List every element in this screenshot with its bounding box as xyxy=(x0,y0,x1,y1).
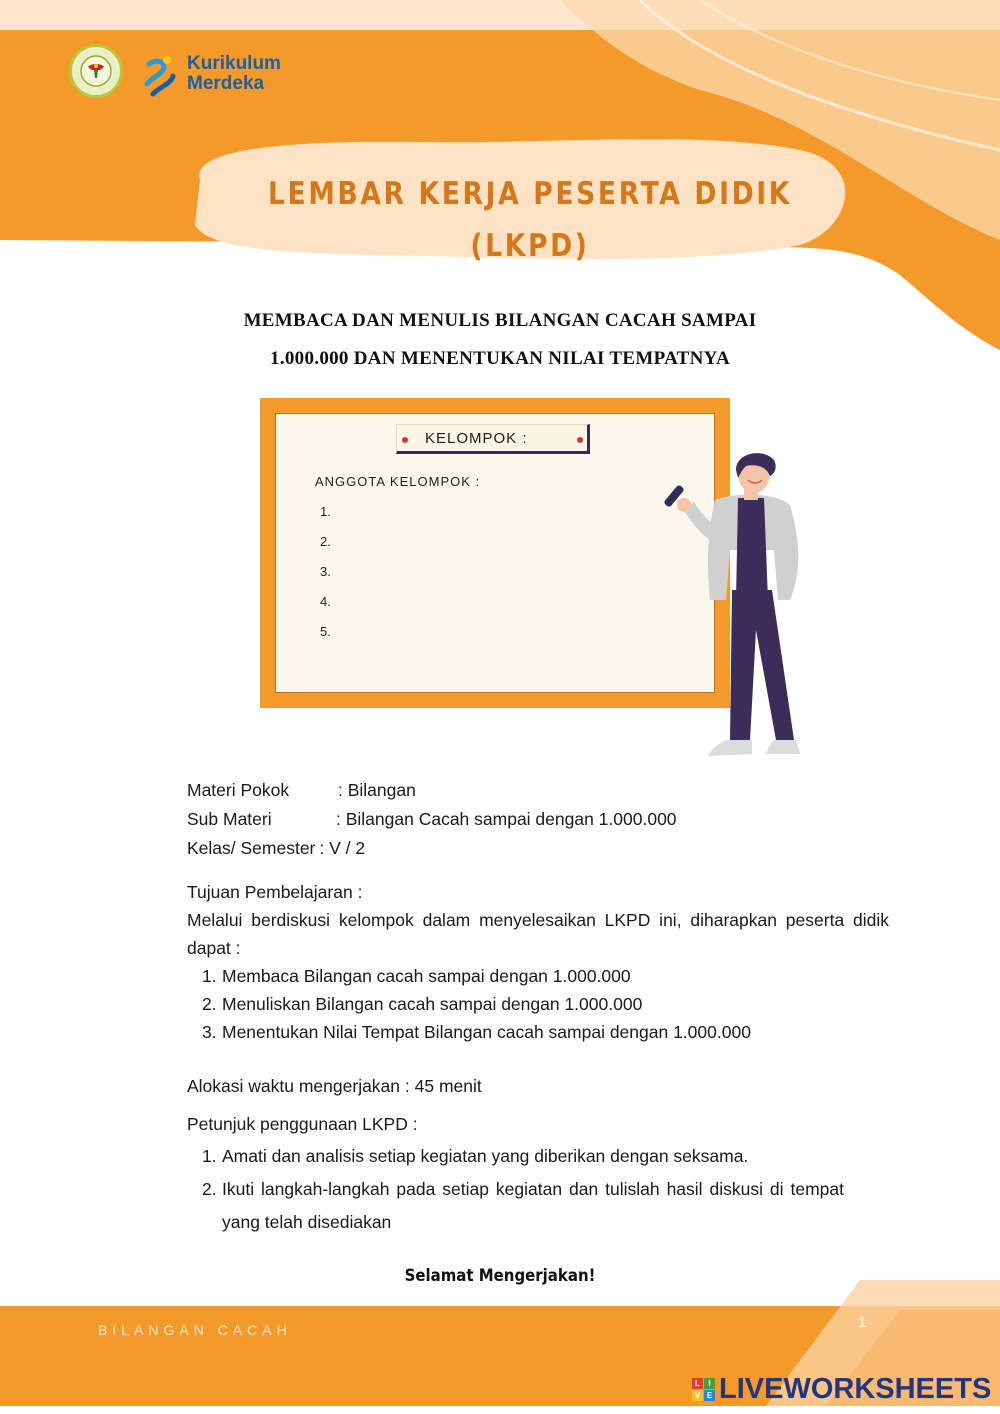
list-text: Amati dan analisis setiap kegiatan yang diberikan dengan seksama. xyxy=(222,1146,749,1166)
closing-message: Selamat Mengerjakan! xyxy=(404,1266,596,1286)
logo-text-merdeka: Merdeka xyxy=(187,73,265,94)
member-entry[interactable]: 2. xyxy=(320,534,331,549)
member-entry[interactable]: 3. xyxy=(320,564,331,579)
member-entry[interactable]: 5. xyxy=(320,624,331,639)
list-item xyxy=(187,990,889,1018)
list-number: 3. xyxy=(202,1022,217,1042)
petunjuk-heading: Petunjuk penggunaan LKPD : xyxy=(187,1114,418,1134)
badge-letter: E xyxy=(704,1390,715,1401)
lesson-subtitle xyxy=(140,302,860,378)
list-number: 1. xyxy=(202,966,217,986)
kelas-key: Kelas/ Semester xyxy=(187,838,316,858)
list-text: Membaca Bilangan cacah sampai dengan 1.000.000 xyxy=(222,966,631,986)
badge-letter: I xyxy=(704,1378,715,1389)
tujuan-list xyxy=(187,962,889,1046)
member-list xyxy=(320,500,331,650)
kurikulum-merdeka-logo xyxy=(143,52,303,98)
subtitle-line-1: MEMBACA DAN MENULIS BILANGAN CACAH SAMPAI xyxy=(243,310,757,331)
kelompok-label: KELOMPOK : xyxy=(425,430,528,447)
dot-right-icon xyxy=(577,437,583,443)
member-entry[interactable]: 4. xyxy=(320,594,331,609)
petunjuk-list xyxy=(187,1140,889,1239)
kelompok-field[interactable] xyxy=(396,424,590,454)
list-number: 2. xyxy=(202,1179,217,1199)
list-text: Menentukan Nilai Tempat Bilangan cacah sampai dengan 1.000.000 xyxy=(222,1022,751,1042)
liveworksheets-watermark xyxy=(692,1372,991,1406)
petunjuk-section xyxy=(187,1110,889,1239)
list-text: Menuliskan Bilangan cacah sampai dengan 1.000.000 xyxy=(222,994,643,1014)
info-sub-materi xyxy=(187,809,677,830)
kurikulum-merdeka-mark-icon xyxy=(143,54,177,98)
subtitle-line-2: 1.000.000 DAN MENENTUKAN NILAI TEMPATNYA xyxy=(270,348,730,369)
materi-pokok-value: : Bilangan xyxy=(338,780,416,800)
list-item xyxy=(187,1140,889,1173)
tujuan-intro: Melalui berdiskusi kelompok dalam menyelesaikan LKPD ini, diharapkan peserta didik dapat : xyxy=(187,910,889,958)
teacher-illustration xyxy=(660,450,810,765)
member-entry[interactable]: 1. xyxy=(320,504,331,519)
watermark-text: LIVEWORKSHEETS xyxy=(719,1372,992,1405)
title-line-2: (LKPD) xyxy=(470,228,590,264)
materi-pokok-key: Materi Pokok xyxy=(187,780,290,800)
page-title xyxy=(242,168,818,272)
badge-letter: L xyxy=(692,1378,703,1389)
sub-materi-value: : Bilangan Cacah sampai dengan 1.000.000 xyxy=(336,809,677,829)
list-item xyxy=(187,1018,889,1046)
logo-text-kurikulum: Kurikulum xyxy=(187,53,281,74)
info-kelas xyxy=(187,838,365,859)
badge-letter: V xyxy=(692,1390,703,1401)
list-item xyxy=(187,962,889,990)
sub-materi-key: Sub Materi xyxy=(187,809,272,829)
school-seal-logo xyxy=(69,44,123,98)
tujuan-heading: Tujuan Pembelajaran : xyxy=(187,882,363,902)
dot-left-icon xyxy=(402,437,408,443)
anggota-label: ANGGOTA KELOMPOK : xyxy=(315,474,481,489)
alokasi-waktu: Alokasi waktu mengerjakan : 45 menit xyxy=(187,1076,482,1096)
title-line-1: LEMBAR KERJA PESERTA DIDIK xyxy=(267,176,793,212)
list-text: Ikuti langkah-langkah pada setiap kegiatan dan tulislah hasil diskusi di tempat yang telah disediakan xyxy=(222,1179,844,1232)
footer-label: BILANGAN CACAH xyxy=(98,1322,292,1338)
info-materi-pokok xyxy=(187,780,416,801)
seal-emblem-icon xyxy=(79,54,113,88)
list-number: 2. xyxy=(202,994,217,1014)
liveworksheets-badge-icon xyxy=(692,1378,715,1401)
kelas-value: : V / 2 xyxy=(319,838,366,858)
tujuan-section xyxy=(187,878,889,1046)
list-number: 1. xyxy=(202,1146,217,1166)
list-item xyxy=(187,1173,889,1239)
page-number: 1 xyxy=(858,1314,867,1331)
